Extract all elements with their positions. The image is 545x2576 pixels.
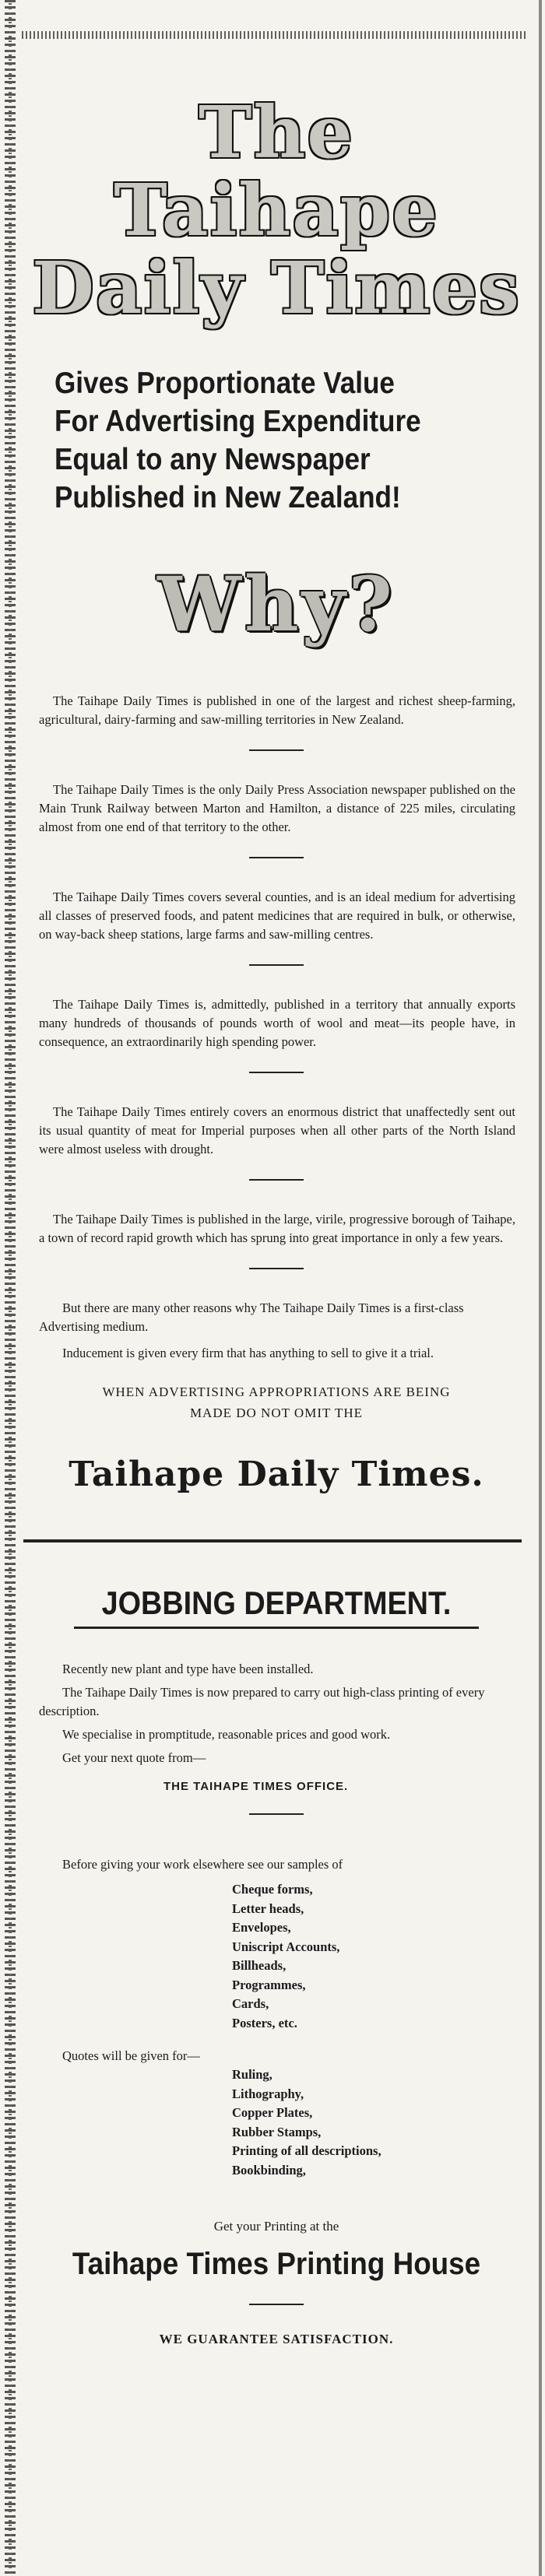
short-divider	[249, 1813, 304, 1815]
short-divider	[249, 1072, 304, 1073]
masthead	[31, 90, 522, 330]
jobbing-paragraph: Recently new plant and type have been installed.	[62, 1662, 314, 1676]
masthead-line-2: Daily Times	[32, 246, 521, 330]
samples-list	[232, 1880, 522, 2033]
list-item: Lithography,	[232, 2086, 304, 2101]
quotes-list	[232, 2065, 522, 2180]
tagline-line: Equal to any Newspaper	[54, 443, 371, 476]
tagline-line: For Advertising Expenditure	[54, 405, 421, 438]
tagline-line: Gives Proportionate Value	[54, 367, 395, 400]
list-item: Cards,	[232, 1996, 269, 2011]
list-item: Uniscript Accounts,	[232, 1939, 340, 1954]
quotes-intro: Quotes will be given for—	[62, 2048, 200, 2063]
short-divider	[249, 964, 304, 966]
reason-paragraph: The Taihape Daily Times entirely covers an enormous district that unaffectedly sent out its usual quantity of meat for Imperial purposes when all other parts of the North Island were almost useless with drought.	[39, 1104, 515, 1156]
samples-intro: Before giving your work elsewhere see our samples of	[62, 1857, 343, 1872]
reason-paragraph: The Taihape Daily Times is published in one of the largest and richest sheep-farming, agricultural, dairy-farming and saw-milling territories in New Zealand.	[39, 693, 515, 727]
why-heading: Why?	[157, 560, 396, 648]
jobbing-paragraph: Get your next quote from—	[62, 1750, 206, 1765]
notice-line-2: MADE DO NOT OMIT THE	[189, 1406, 364, 1420]
reasons-section	[31, 692, 522, 1363]
other-reasons-text: But there are many other reasons why The Taihape Daily Times is a first-class Advertising medium.	[39, 1300, 464, 1334]
tagline	[54, 364, 475, 517]
top-ornamental-rule	[22, 31, 528, 39]
short-divider	[249, 2304, 304, 2305]
left-ornamental-border	[5, 0, 16, 2576]
jobbing-section	[31, 1660, 522, 2180]
masthead-line-1: The Taihape	[114, 90, 439, 252]
list-item: Ruling,	[232, 2067, 272, 2082]
list-item: Envelopes,	[232, 1920, 291, 1935]
jobbing-heading: JOBBING DEPARTMENT.	[101, 1585, 452, 1621]
list-item: Posters, etc.	[232, 2015, 297, 2030]
right-border-line	[539, 0, 542, 2576]
reason-paragraph: The Taihape Daily Times covers several counties, and is an ideal medium for advertising all classes of preserved foods, and patent medicines that are required in bulk, or otherwise, on way-back sheep stations, large farms and saw-milling centres.	[39, 890, 515, 942]
short-divider	[249, 749, 304, 751]
guarantee-text: WE GUARANTEE SATISFACTION.	[159, 2332, 394, 2346]
paper-name-display: Taihape Daily Times.	[69, 1455, 484, 1494]
short-divider	[249, 1179, 304, 1181]
section-divider	[23, 1539, 522, 1542]
advertisement-page	[31, 90, 522, 2347]
list-item: Programmes,	[232, 1977, 306, 1992]
reason-paragraph: The Taihape Daily Times is the only Daily Press Association newspaper published on the Main Trunk Railway between Marton and Hamilton, a distance of 225 miles, circulating almost from one end of that territory to the other.	[39, 782, 515, 834]
notice-line-1: WHEN ADVERTISING APPROPRIATIONS ARE BEING	[102, 1385, 451, 1399]
jobbing-paragraph: The Taihape Daily Times is now prepared to carry out high-class printing of every description.	[39, 1685, 485, 1718]
list-item: Printing of all descriptions,	[232, 2143, 382, 2158]
list-item: Bookbinding,	[232, 2162, 306, 2178]
reason-paragraph: The Taihape Daily Times is published in the large, virile, progressive borough of Taihape, a town of record rapid growth which has sprung into great importance in only a few years.	[39, 1212, 515, 1245]
inducement-text: Inducement is given every firm that has anything to sell to give it a trial.	[62, 1346, 434, 1360]
short-divider	[249, 1268, 304, 1269]
get-printing-text: Get your Printing at the	[213, 2219, 339, 2234]
advertising-notice	[31, 1381, 522, 1423]
office-name: THE TAIHAPE TIMES OFFICE.	[164, 1780, 349, 1793]
list-item: Rubber Stamps,	[232, 2124, 322, 2139]
list-item: Copper Plates,	[232, 2105, 313, 2120]
tagline-line: Published in New Zealand!	[54, 481, 401, 514]
printing-house-name: Taihape Times Printing House	[72, 2247, 481, 2281]
list-item: Cheque forms,	[232, 1882, 313, 1897]
list-item: Billheads,	[232, 1958, 287, 1973]
list-item: Letter heads,	[232, 1900, 304, 1916]
short-divider	[249, 857, 304, 858]
jobbing-paragraph: We specialise in promptitude, reasonable prices and good work.	[62, 1727, 391, 1742]
reason-paragraph: The Taihape Daily Times is, admittedly, published in a territory that annually exports many hundreds of thousands of pounds worth of wool and meat—its people have, in consequence, an extraordinarily high spending power.	[39, 997, 515, 1049]
jobbing-underline	[74, 1627, 479, 1629]
